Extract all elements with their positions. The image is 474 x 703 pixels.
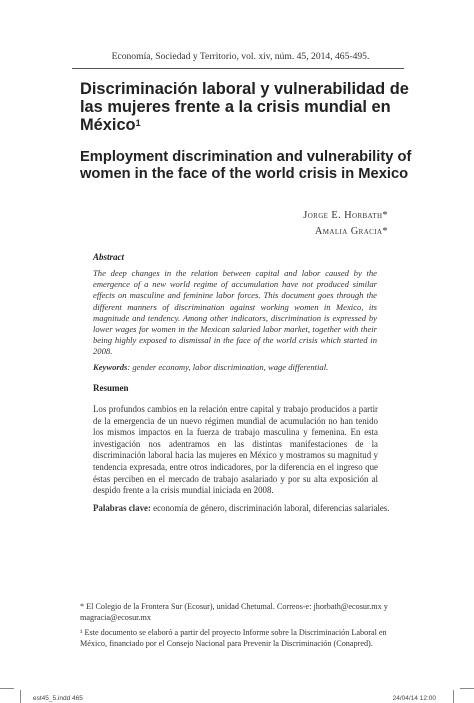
article-title-english: Employment discrimination and vulnerability of women in the face of the world crisis in Mexico (80, 149, 412, 182)
keywords-label: Keywords (93, 362, 128, 372)
title-footnote-marker: 1 (135, 118, 141, 128)
running-header: Economía, Sociedad y Territorio, vol. xiv, núm. 45, 2014, 465-495. (111, 51, 370, 62)
resumen-body: Los profundos cambios en la relación entre capital y trabajo producidos a partir de la emergencia de un nuevo régimen mundial de acumulación no han tenido los mismos impactos en la fuerza de trabajo masculina y femenina. En esta investigación nos adentramos en las distintas manifestaciones de la discriminación laboral hacia las mujeres en México y mostramos su magnitud y tendencia expresada, entre otros indicadores, por la diferencia en el ingreso que éstas perciben en el mercado de trabajo asalariado y por su alta exposición al despido frente a la crisis mundial iniciada en 2008. (93, 404, 378, 496)
print-slug-filename: est45_5.indd 465 (33, 695, 83, 702)
footnote-affiliation: * El Colegio de la Frontera Sur (Ecosur), unidad Chetumal. Correos-e: jhorbath@ecosur.mx y magracia@ecosur.mx (80, 602, 388, 622)
palabras-clave-label: Palabras clave: (93, 503, 151, 513)
resumen-heading: Resumen (93, 383, 129, 393)
header-rule (72, 68, 404, 69)
abstract-body: The deep changes in the relation between capital and labor caused by the emergence of a new world regime of accumulation have not produced similar effects on masculine and feminine labor forces. This document goes through the different manners of discrimination against working women in Mexico, its magnitude and tendency. Among other indicators, discrimination is expressed by lower wages for women in the Mexican salaried labor market, together with their being highly exposed to dismissal in the face of the world crisis which started in 2008. (93, 268, 377, 357)
crop-mark (0, 688, 14, 689)
title-es-text: Discriminación laboral y vulnerabilidad de las mujeres frente a la crisis mundial en México (80, 80, 409, 134)
print-slug-date: 24/04/14 12:00 (392, 695, 436, 702)
article-title-spanish (80, 80, 410, 134)
palabras-clave (93, 503, 393, 513)
author-name: Amalia Gracia* (314, 226, 388, 237)
crop-mark (20, 690, 21, 703)
abstract-heading: Abstract (93, 252, 125, 262)
palabras-clave-text: economía de género, discriminación laboral, diferencias salariales. (150, 503, 390, 513)
footnote-source: ¹ Este documento se elaboró a partir del proyecto Informe sobre la Discriminación Laboral en México, financiado por el Consejo Nacional para Prevenir la Discriminación (Conapred). (80, 628, 387, 648)
keywords-text: : gender economy, labor discrimination, wage differential. (127, 362, 329, 372)
crop-mark (453, 690, 454, 703)
author-name: Jorge E. Horbath* (303, 210, 388, 221)
crop-mark (460, 688, 474, 689)
keywords (93, 362, 393, 372)
